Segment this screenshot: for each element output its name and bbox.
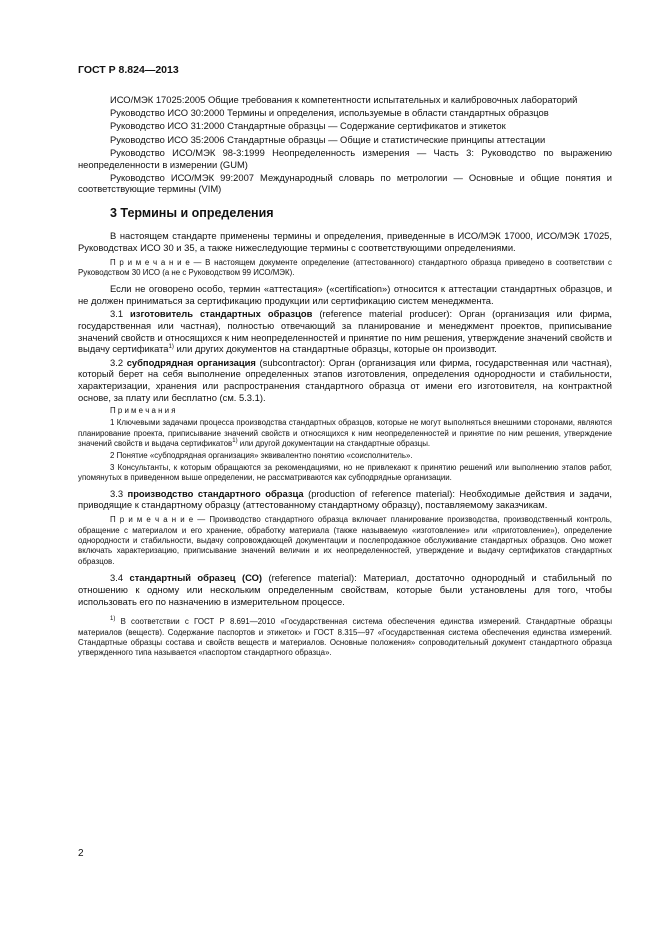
reference-item: Руководство ИСО 35:2006 Стандартные образцы — Общие и статистические принципы аттестации [110,133,546,145]
note-label: П р и м е ч а н и е — [110,257,202,267]
term-3-4 [78,572,612,607]
reference-item: Руководство ИСО 31:2000 Стандартные образцы — Содержание сертификатов и этикеток [110,120,506,132]
term-3-3-note [78,515,612,567]
footnote-reference[interactable]: 1) [168,344,174,351]
note-1 [78,418,612,449]
term-name: стандартный образец (СО) [129,572,263,584]
section-intro: В настоящем стандарте применены термины и определения, приведенные в ИСО/МЭК 17000, ИСО/МЭК 17025, Руководствах ИСО 30 и 35, а также нижеследующие термины с соответствующими определениями. [78,230,612,253]
notes-heading: П р и м е ч а н и я [110,406,176,416]
section-note [78,258,612,279]
reference-item: Руководство ИСО/МЭК 98-3:1999 Неопределенность измерения — Часть 3: Руководство по выражению неопределенности в измерении (GUM) [78,146,612,170]
footnote-mark: 1) [110,616,116,623]
footnote-text: В соответствии с ГОСТ Р 8.691—2010 «Государственная система обеспечения единства измерений. Стандартные образцы материалов (веществ). Содержание паспортов и этикеток» и ГОСТ 8.315—97 «Государственная система обеспечения единства измерений. Стандартные образцы состава и свойств веществ и материалов. Основные положения» сопроводительный документ стандартного образца утвержденного типа называется «паспортом стандартного образца». [78,617,612,658]
certification-paragraph: Если не оговорено особо, термин «аттестация» («certification») относится к аттестации стандартных образцов, и не должен приниматься за сертификацию продукции или сертификацию систем менеджмента. [78,283,612,307]
term-name: субподрядная организация [126,356,256,368]
term-number: 3.2 [110,356,124,368]
reference-item: Руководство ИСО 30:2000 Термины и определения, используемые в области стандартных образцов [110,107,549,119]
term-number: 3.4 [110,572,124,584]
term-name: производство стандартного образца [127,487,304,499]
term-3-1 [78,308,612,355]
term-definition: (subcontractor): Орган (организация или фирма, государственная или частная), который берет на себя выполнение определенных этапов изготовления, определения однородности и стабильности, характеризации, хранения или распространения стандартного образца от имени его изготовителя, на контрактной основе, за плату или бесплатно (см. 5.3.1). [78,356,612,403]
reference-item: Руководство ИСО/МЭК 99:2007 Международный словарь по метрологии — Основные и общие понятия и соответствующие термины (VIM) [78,171,612,195]
note-text: В настоящем документе определение (аттестованного) стандартного образца приведено в соответствии с Руководством 30 ИСО (а не с Руководством 99 ИСО/МЭК). [78,257,613,277]
term-3-2 [78,357,612,404]
footnote [78,617,612,659]
term-definition: (reference material): Материал, достаточно однородный и стабильный по отношению к одному или нескольким определенным свойствам, которые были установлены для того, чтобы использовать его по назначению в измерительном процессе. [78,572,613,607]
term-definition: (reference material producer): Орган (организация или фирма, государственная или частная), полностью отвечающий за планирование и менеджмент проектов, приписывание значений свойств и относящихся к ним неопределенностей и принятие по ним решения, утверждение значений свойств и выдачу сертификата [78,308,613,355]
note-label: П р и м е ч а н и е — [110,515,206,525]
page-content [78,94,612,659]
section-title: 3 Термины и определения [110,206,274,221]
note-text: Производство стандартного образца включает планирование производства, производственный контроль, обращение с материалом и его хранение, обработку материала (также называемую «изготовление» или «приготовление»), определение однородности и стабильности, выдачу сопровождающей документации и послепродажное обслуживание стандартных образцов. Оно может включать характеризацию, приписывание значений величин и их неопределенностей, утверждение и выдачу сертификатов стандартных образцов. [78,515,612,566]
note-text: 1 Ключевыми задачами процесса производства стандартных образцов, которые не могут выполняться внешними сторонами, являются планирование проекта, приписывание значений свойств и относящихся к ним неопределенностей и принятие по ним решения, утверждение значений свойств и выдача сертификатов [78,418,612,449]
footnote-reference[interactable]: 1) [232,438,238,445]
note-3: 3 Консультанты, к которым обращаются за рекомендациями, но не привлекают к принятию решений или выполнению этапов работ, упомянутых в приведенном выше определении, не рассматриваются как субподрядные организации. [78,462,612,483]
term-definition-continued: или других документов на стандартные образцы, которые он производит. [176,343,497,355]
term-number: 3.3 [110,487,124,499]
term-number: 3.1 [110,308,124,320]
term-name: изготовитель стандартных образцов [130,308,313,320]
term-definition: (production of reference material): Необходимые действия и задачи, приводящие к стандартному образцу (аттестованному стандартному образцу), поставляемому заказчикам. [78,487,613,511]
term-3-3 [78,488,612,511]
note-2: 2 Понятие «субподрядная организация» эквивалентно понятию «соисполнитель». [110,451,413,460]
document-code-header: ГОСТ Р 8.824—2013 [78,64,179,76]
page-number: 2 [78,848,84,859]
reference-item: ИСО/МЭК 17025:2005 Общие требования к компетентности испытательных и калибровочных лабораторий [110,94,578,105]
references-list [78,94,612,195]
note-text-continued: или другой документации на стандартные образцы. [239,439,431,449]
